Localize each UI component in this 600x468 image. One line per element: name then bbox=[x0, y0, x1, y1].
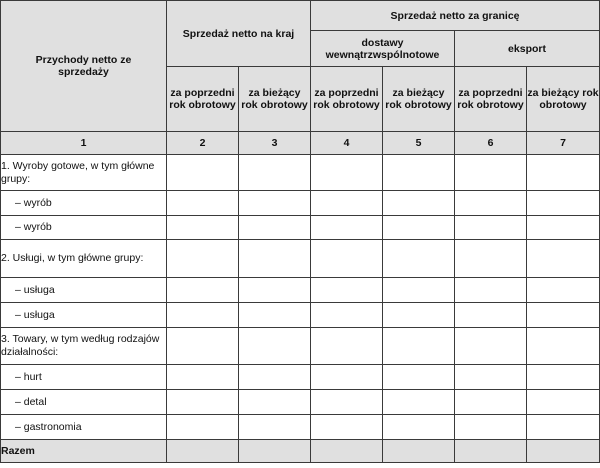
total-cell[interactable] bbox=[311, 440, 383, 463]
value-cell[interactable] bbox=[383, 240, 455, 278]
value-cell[interactable] bbox=[527, 415, 600, 440]
column-number: 5 bbox=[383, 132, 455, 155]
value-cell[interactable] bbox=[167, 328, 239, 365]
value-cell[interactable] bbox=[455, 303, 527, 328]
table-row bbox=[1, 328, 600, 365]
value-cell[interactable] bbox=[239, 328, 311, 365]
value-cell[interactable] bbox=[383, 303, 455, 328]
value-cell[interactable] bbox=[311, 390, 383, 415]
value-cell[interactable] bbox=[167, 303, 239, 328]
value-cell[interactable] bbox=[239, 216, 311, 240]
header-intra-eu: dostawy wewnątrzwspólnotowe bbox=[311, 31, 455, 67]
value-cell[interactable] bbox=[311, 365, 383, 390]
header-domestic-sales: Sprzedaż netto na kraj bbox=[167, 1, 311, 67]
value-cell[interactable] bbox=[239, 191, 311, 216]
row-label: – usługa bbox=[1, 303, 167, 328]
value-cell[interactable] bbox=[311, 216, 383, 240]
value-cell[interactable] bbox=[527, 216, 600, 240]
table-row bbox=[1, 303, 600, 328]
value-cell[interactable] bbox=[311, 240, 383, 278]
row-label: 1. Wyroby gotowe, w tym główne grupy: bbox=[1, 155, 167, 191]
column-number: 2 bbox=[167, 132, 239, 155]
total-label: Razem bbox=[1, 440, 167, 463]
value-cell[interactable] bbox=[167, 191, 239, 216]
table-row bbox=[1, 278, 600, 303]
value-cell[interactable] bbox=[527, 191, 600, 216]
value-cell[interactable] bbox=[455, 216, 527, 240]
value-cell[interactable] bbox=[167, 216, 239, 240]
value-cell[interactable] bbox=[527, 328, 600, 365]
row-label: – gastronomia bbox=[1, 415, 167, 440]
value-cell[interactable] bbox=[167, 390, 239, 415]
column-number: 1 bbox=[1, 132, 167, 155]
column-number: 3 bbox=[239, 132, 311, 155]
row-label: – wyrób bbox=[1, 191, 167, 216]
total-row bbox=[1, 440, 600, 463]
value-cell[interactable] bbox=[383, 365, 455, 390]
value-cell[interactable] bbox=[455, 415, 527, 440]
value-cell[interactable] bbox=[239, 303, 311, 328]
value-cell[interactable] bbox=[239, 390, 311, 415]
value-cell[interactable] bbox=[239, 365, 311, 390]
row-label: – usługa bbox=[1, 278, 167, 303]
header-export: eksport bbox=[455, 31, 600, 67]
value-cell[interactable] bbox=[455, 390, 527, 415]
table-row bbox=[1, 365, 600, 390]
header-intra-eu-prev-year: za poprzedni rok obrotowy bbox=[311, 67, 383, 132]
value-cell[interactable] bbox=[311, 155, 383, 191]
value-cell[interactable] bbox=[311, 303, 383, 328]
value-cell[interactable] bbox=[167, 365, 239, 390]
value-cell[interactable] bbox=[239, 240, 311, 278]
value-cell[interactable] bbox=[383, 191, 455, 216]
value-cell[interactable] bbox=[527, 303, 600, 328]
table-row bbox=[1, 155, 600, 191]
value-cell[interactable] bbox=[239, 155, 311, 191]
table-row bbox=[1, 240, 600, 278]
column-number: 7 bbox=[527, 132, 600, 155]
value-cell[interactable] bbox=[455, 240, 527, 278]
table-row bbox=[1, 216, 600, 240]
table-row bbox=[1, 191, 600, 216]
value-cell[interactable] bbox=[167, 415, 239, 440]
row-label: – detal bbox=[1, 390, 167, 415]
header-export-prev-year: za poprzedni rok obrotowy bbox=[455, 67, 527, 132]
row-label: – wyrób bbox=[1, 216, 167, 240]
value-cell[interactable] bbox=[383, 278, 455, 303]
value-cell[interactable] bbox=[455, 328, 527, 365]
value-cell[interactable] bbox=[383, 155, 455, 191]
value-cell[interactable] bbox=[239, 278, 311, 303]
value-cell[interactable] bbox=[527, 155, 600, 191]
value-cell[interactable] bbox=[527, 278, 600, 303]
value-cell[interactable] bbox=[527, 390, 600, 415]
row-label: 3. Towary, w tym według rodzajów działalności: bbox=[1, 328, 167, 365]
total-cell[interactable] bbox=[167, 440, 239, 463]
value-cell[interactable] bbox=[455, 278, 527, 303]
total-cell[interactable] bbox=[239, 440, 311, 463]
value-cell[interactable] bbox=[383, 216, 455, 240]
total-cell[interactable] bbox=[383, 440, 455, 463]
value-cell[interactable] bbox=[383, 328, 455, 365]
value-cell[interactable] bbox=[455, 365, 527, 390]
value-cell[interactable] bbox=[383, 390, 455, 415]
value-cell[interactable] bbox=[527, 365, 600, 390]
total-cell[interactable] bbox=[455, 440, 527, 463]
value-cell[interactable] bbox=[455, 155, 527, 191]
row-label: 2. Usługi, w tym główne grupy: bbox=[1, 240, 167, 278]
header-row-label: Przychody netto ze sprzedaży bbox=[1, 1, 167, 132]
header-intra-eu-curr-year: za bieżący rok obrotowy bbox=[383, 67, 455, 132]
value-cell[interactable] bbox=[167, 278, 239, 303]
header-abroad-sales: Sprzedaż netto za granicę bbox=[311, 1, 600, 31]
column-number: 4 bbox=[311, 132, 383, 155]
value-cell[interactable] bbox=[311, 278, 383, 303]
table-row bbox=[1, 415, 600, 440]
value-cell[interactable] bbox=[167, 155, 239, 191]
table-row bbox=[1, 390, 600, 415]
header-domestic-prev-year: za poprzedni rok obrotowy bbox=[167, 67, 239, 132]
value-cell[interactable] bbox=[311, 415, 383, 440]
value-cell[interactable] bbox=[455, 191, 527, 216]
column-number: 6 bbox=[455, 132, 527, 155]
value-cell[interactable] bbox=[239, 415, 311, 440]
value-cell[interactable] bbox=[311, 328, 383, 365]
value-cell[interactable] bbox=[527, 240, 600, 278]
header-domestic-curr-year: za bieżący rok obrotowy bbox=[239, 67, 311, 132]
value-cell[interactable] bbox=[311, 191, 383, 216]
value-cell[interactable] bbox=[383, 415, 455, 440]
total-cell[interactable] bbox=[527, 440, 600, 463]
value-cell[interactable] bbox=[167, 240, 239, 278]
row-label: – hurt bbox=[1, 365, 167, 390]
header-export-curr-year: za bieżący rok obrotowy bbox=[527, 67, 600, 132]
